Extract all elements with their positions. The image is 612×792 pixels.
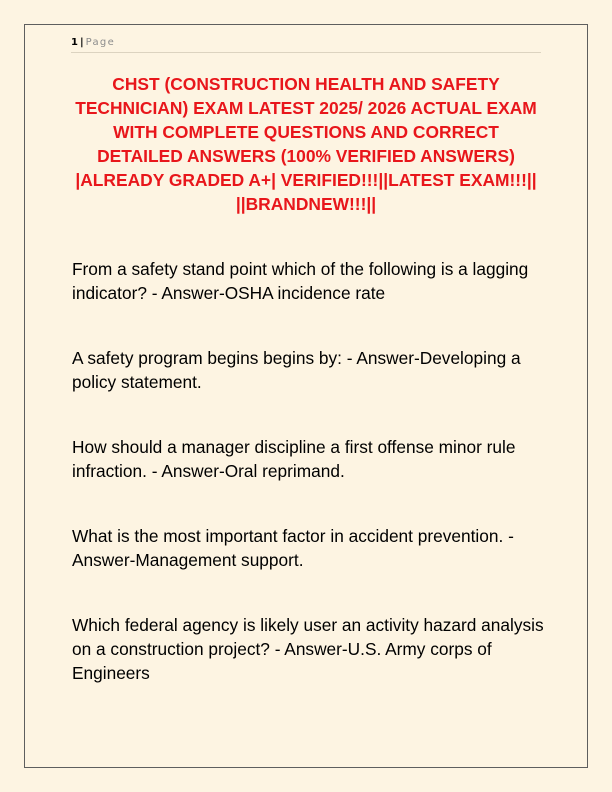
document-title: CHST (CONSTRUCTION HEALTH AND SAFETY TECHNICIAN) EXAM LATEST 2025/ 2026 ACTUAL EXAM WITH COMPLETE QUESTIONS AND CORRECT DETAILED ANSWERS (100% VERIFIED ANSWERS) |ALREADY GRADED A+| VERIFIED!!!||LATEST EXAM!!!|| ||BRANDNEW!!!|| (75, 74, 537, 214)
page-header (71, 36, 541, 53)
qa-list (72, 257, 544, 726)
qa-item: What is the most important factor in accident prevention. - Answer-Management support. (72, 526, 514, 570)
qa-item: From a safety stand point which of the following is a lagging indicator? - Answer-OSHA incidence rate (72, 259, 529, 303)
page-label: Page (85, 37, 116, 48)
page-separator: | (79, 37, 84, 48)
qa-item: How should a manager discipline a first offense minor rule infraction. - Answer-Oral reprimand. (72, 437, 516, 481)
qa-item: A safety program begins begins by: - Answer-Developing a policy statement. (72, 348, 521, 392)
page-number: 1 (71, 37, 78, 48)
qa-item: Which federal agency is likely user an activity hazard analysis on a construction project? - Answer-U.S. Army corps of Engineers (72, 615, 544, 683)
